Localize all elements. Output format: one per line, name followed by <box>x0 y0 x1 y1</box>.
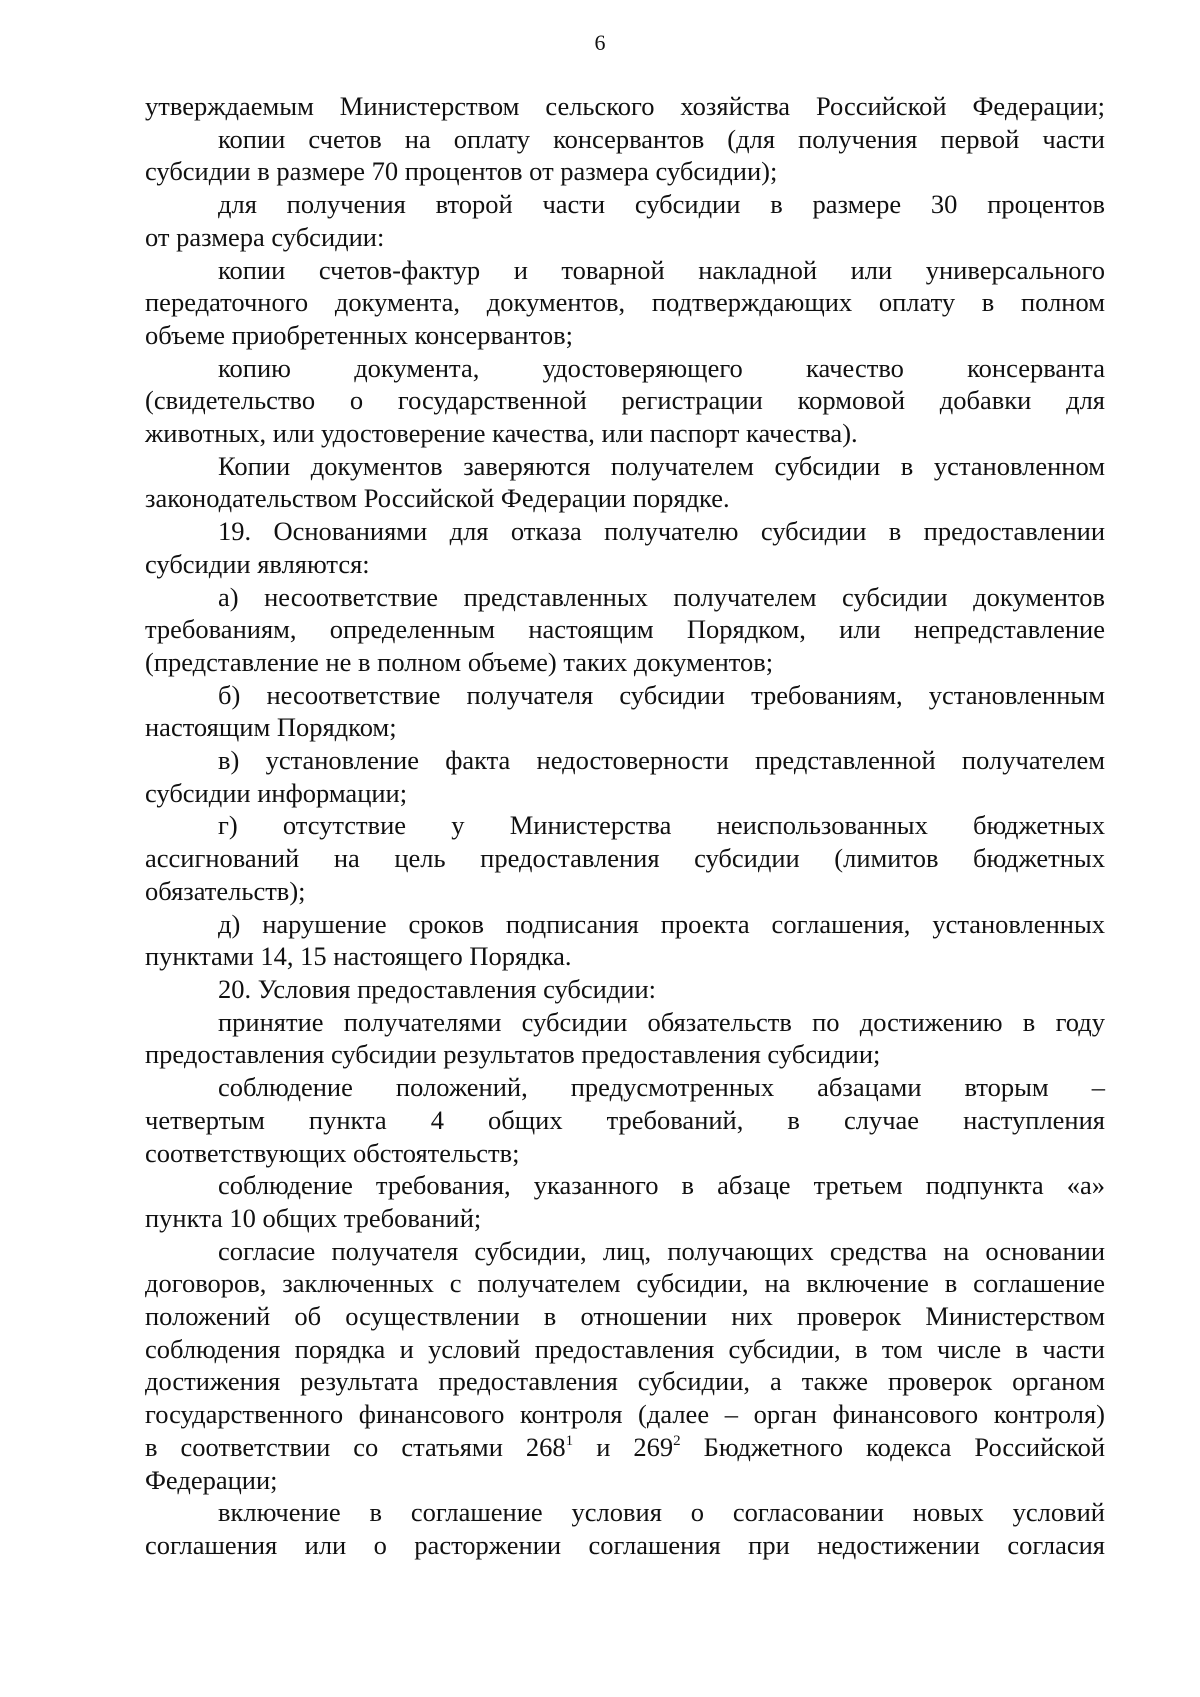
text-fragment: в соответствии со статьями 268 <box>145 1431 566 1462</box>
paragraph <box>145 188 1105 253</box>
text-line: требованиям, определенным настоящим Порядком, или непредставление <box>145 614 1105 645</box>
text-line: 20. Условия предоставления субсидии: <box>218 973 657 1004</box>
paragraph <box>145 123 1105 188</box>
paragraph <box>145 1006 1105 1071</box>
subclause-d <box>145 908 1105 973</box>
text-line: для получения второй части субсидии в размере 30 процентов <box>218 189 1105 220</box>
document-body <box>145 90 1105 1562</box>
text-line: (свидетельство о государственной регистрации кормовой добавки для <box>145 385 1105 416</box>
text-line: включение в соглашение условия о согласовании новых условий <box>218 1497 1105 1528</box>
superscript: 2 <box>673 1432 681 1449</box>
paragraph <box>145 254 1105 352</box>
subclause-v <box>145 744 1105 809</box>
text-line: ассигнований на цель предоставления субсидии (лимитов бюджетных <box>145 843 1105 874</box>
text-line: г) отсутствие у Министерства неиспользованных бюджетных <box>218 810 1105 841</box>
clause-20 <box>145 973 1105 1006</box>
text-line: животных, или удостоверение качества, или паспорт качества). <box>145 418 858 449</box>
text-line: соблюдение требования, указанного в абзаце третьем подпункта «а» <box>218 1170 1105 1201</box>
text-line: соблюдение положений, предусмотренных абзацами вторым – <box>218 1072 1105 1103</box>
subclause-g <box>145 809 1105 907</box>
paragraph <box>145 90 1105 123</box>
paragraph <box>145 1169 1105 1234</box>
text-line: копии счетов на оплату консервантов (для получения первой части <box>218 123 1105 154</box>
text-line: д) нарушение сроков подписания проекта соглашения, установленных <box>218 908 1105 939</box>
text-line: положений об осуществлении в отношении них проверок Министерством <box>145 1301 1105 1332</box>
text-line: субсидии в размере 70 процентов от размера субсидии); <box>145 156 778 187</box>
text-line: Копии документов заверяются получателем субсидии в установленном <box>218 450 1105 481</box>
paragraph <box>145 450 1105 515</box>
text-line: копию документа, удостоверяющего качество консерванта <box>218 352 1105 383</box>
paragraph <box>145 1071 1105 1169</box>
text-line: копии счетов-фактур и товарной накладной или универсального <box>218 254 1105 285</box>
text-line: принятие получателями субсидии обязательств по достижению в году <box>218 1006 1105 1037</box>
text-line: четвертым пункта 4 общих требований, в случае наступления <box>145 1104 1105 1135</box>
text-line: государственного финансового контроля (далее – орган финансового контроля) <box>145 1399 1105 1430</box>
text-line: от размера субсидии: <box>145 221 385 252</box>
text-line: а) несоответствие представленных получателем субсидии документов <box>218 581 1105 612</box>
text-line: соглашения или о расторжении соглашения при недостижении согласия <box>145 1529 1105 1560</box>
text-line: Федерации; <box>145 1464 278 1495</box>
subclause-a <box>145 581 1105 679</box>
text-line: субсидии являются: <box>145 548 370 579</box>
text-fragment: Бюджетного кодекса Российской <box>680 1431 1106 1462</box>
clause-19 <box>145 515 1105 580</box>
text-line: пункта 10 общих требований; <box>145 1202 482 1233</box>
subclause-b <box>145 679 1105 744</box>
text-line: пунктами 14, 15 настоящего Порядка. <box>145 941 572 972</box>
text-line: передаточного документа, документов, подтверждающих оплату в полном <box>145 287 1105 318</box>
page-number: 6 <box>594 30 606 55</box>
text-fragment: и 269 <box>573 1431 674 1462</box>
text-line: соответствующих обстоятельств; <box>145 1137 520 1168</box>
text-line: б) несоответствие получателя субсидии требованиям, установленным <box>218 679 1105 710</box>
text-line: согласие получателя субсидии, лиц, получающих средства на основании <box>218 1235 1105 1266</box>
text-line: 19. Основаниями для отказа получателю субсидии в предоставлении <box>218 516 1105 547</box>
text-line: (представление не в полном объеме) таких документов; <box>145 646 774 677</box>
text-line-with-footnotes <box>145 1431 1105 1464</box>
text-line: объеме приобретенных консервантов; <box>145 319 573 350</box>
text-line: обязательств); <box>145 875 306 906</box>
paragraph <box>145 1235 1105 1497</box>
paragraph <box>145 352 1105 450</box>
text-line: договоров, заключенных с получателем субсидии, на включение в соглашение <box>145 1268 1105 1299</box>
paragraph <box>145 1496 1105 1561</box>
text-line: предоставления субсидии результатов предоставления субсидии; <box>145 1039 881 1070</box>
text-line: в) установление факта недостоверности представленной получателем <box>218 745 1105 776</box>
text-line: настоящим Порядком; <box>145 712 397 743</box>
text-line: соблюдения порядка и условий предоставления субсидии, в том числе в части <box>145 1333 1105 1364</box>
superscript: 1 <box>565 1432 574 1449</box>
text-line: законодательством Российской Федерации порядке. <box>145 483 730 514</box>
text-line: утверждаемым Министерством сельского хозяйства Российской Федерации; <box>145 91 1105 121</box>
text-line: субсидии информации; <box>145 777 408 808</box>
text-line: достижения результата предоставления субсидии, а также проверок органом <box>145 1366 1105 1397</box>
